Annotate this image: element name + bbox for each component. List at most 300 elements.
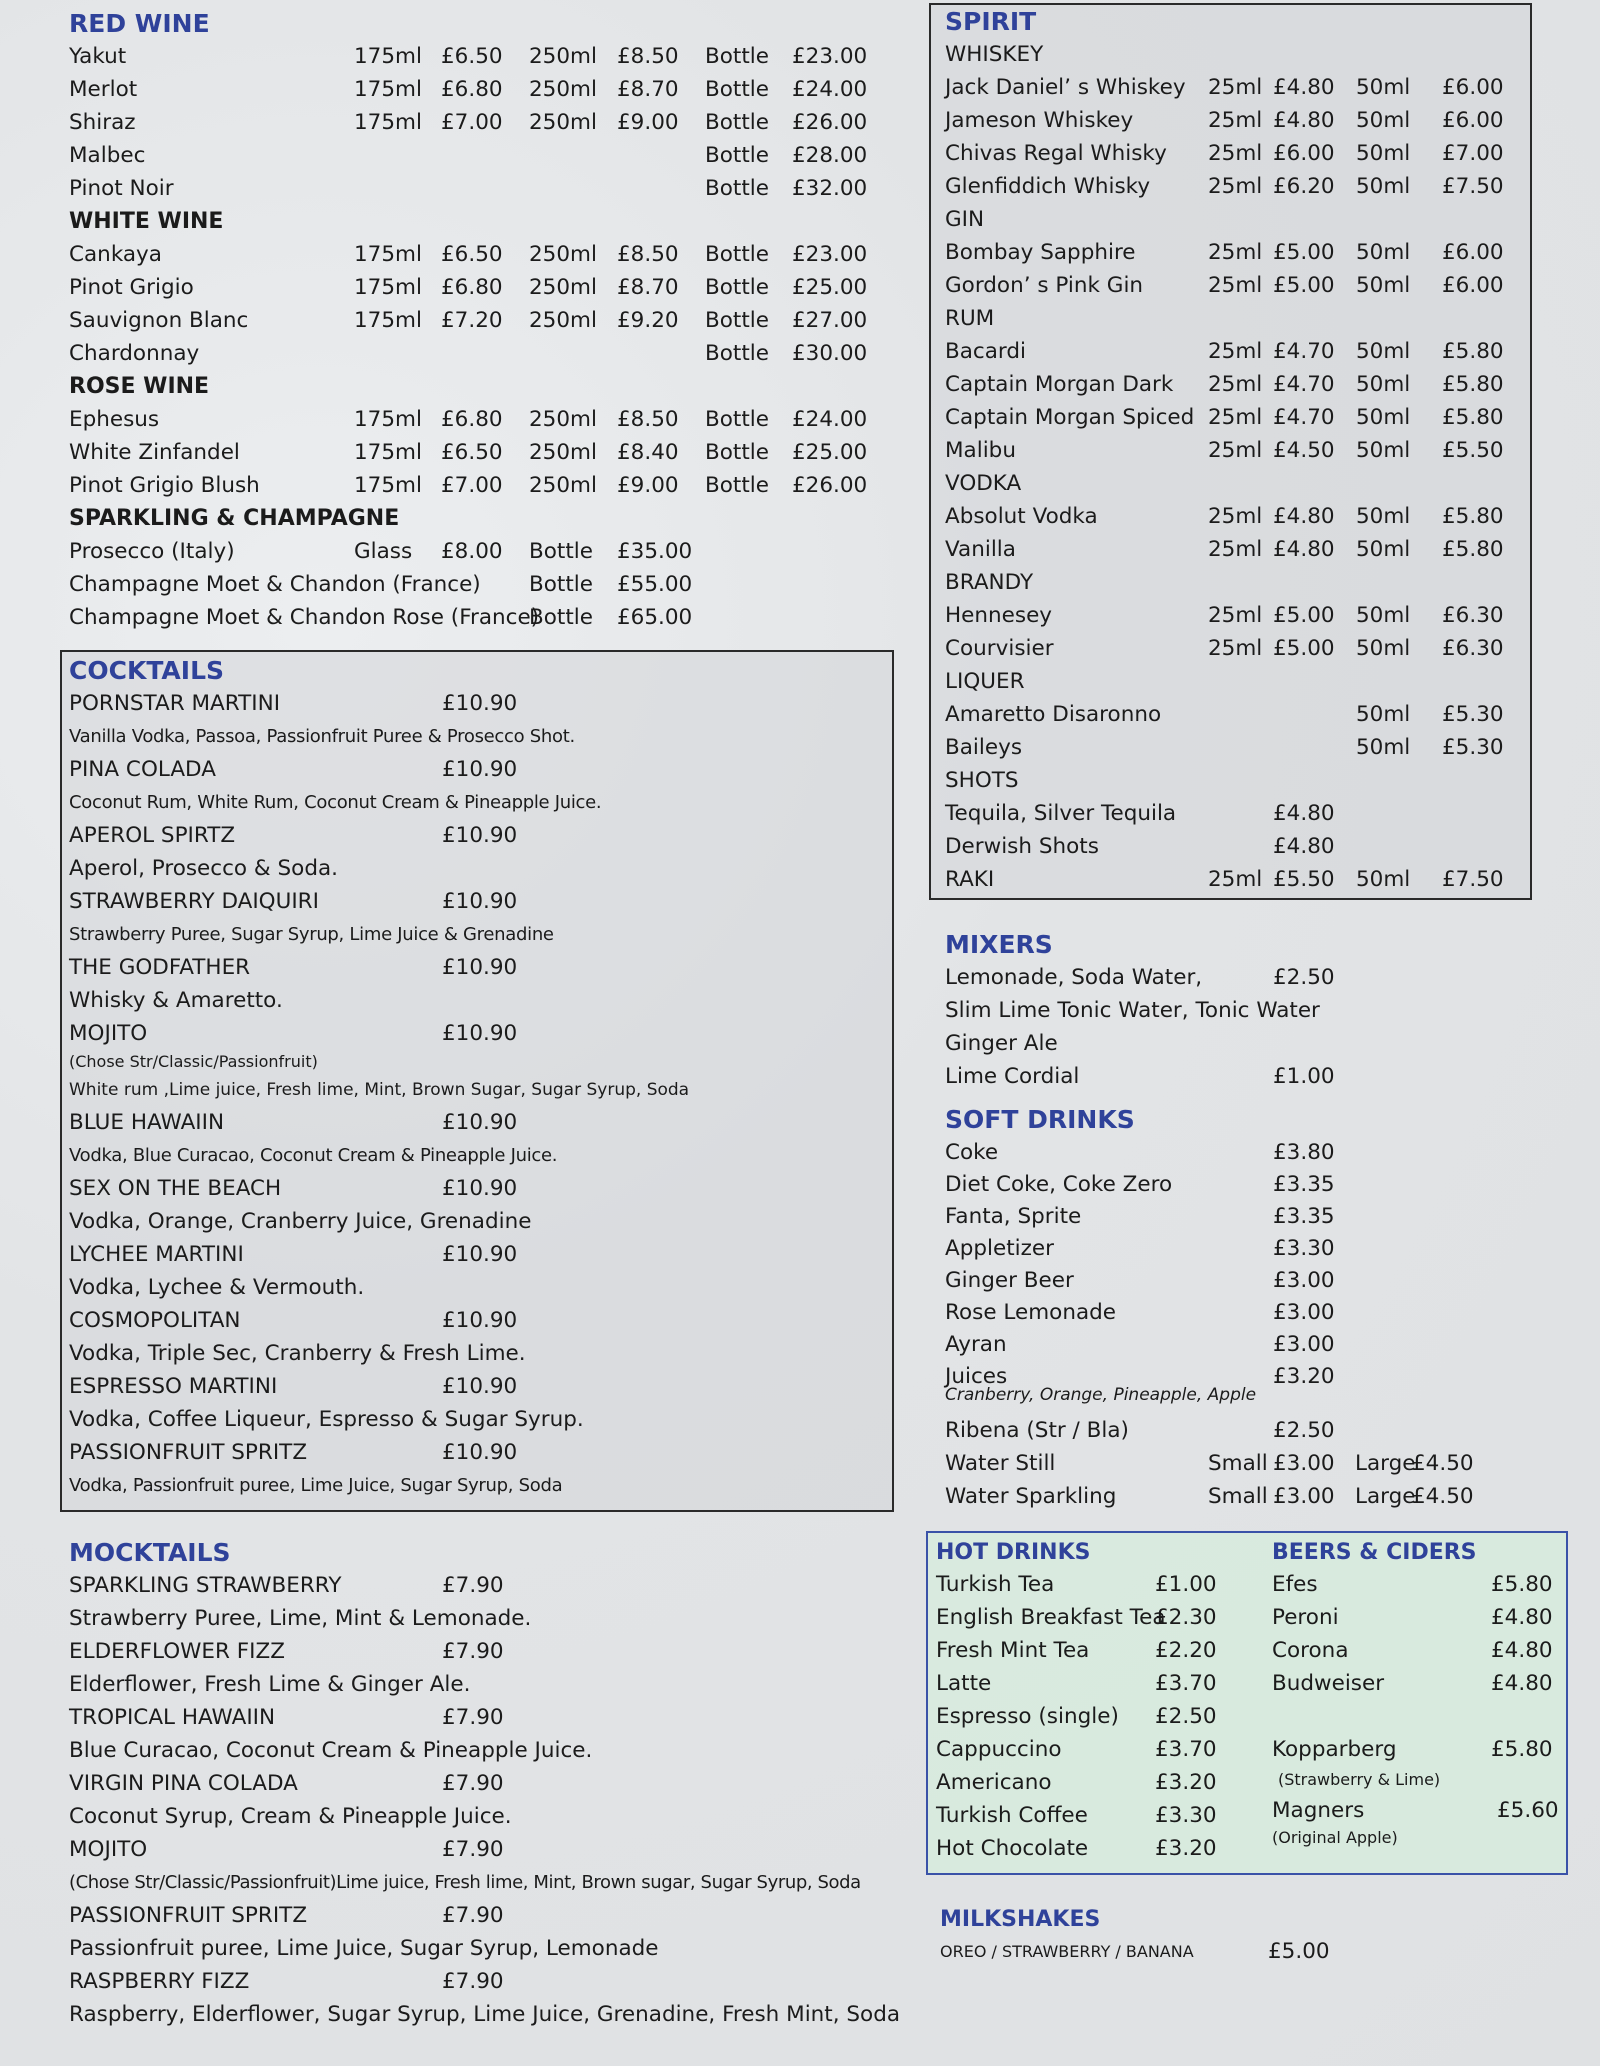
list-item [69,403,889,436]
item-price: £7.90 [442,1903,504,1928]
item-price: £9.00 [617,110,679,135]
item-name: Americano [936,1770,1052,1795]
beers-list [1272,1568,1562,1700]
item-price: £3.35 [1273,1204,1335,1229]
size-label: Bottle [705,77,769,102]
item-price: £10.90 [442,1021,518,1046]
spirit-heading: SPIRIT [945,7,1037,36]
list-item [69,1899,899,1932]
item-name: Peroni [1272,1605,1339,1630]
item-price: £4.80 [1491,1638,1553,1663]
item-price: £7.00 [1442,141,1504,166]
item-price: £6.00 [1442,75,1504,100]
size-label: 175ml [354,77,422,102]
item-name: Amaretto Disaronno [945,702,1162,727]
size-label: 250ml [529,44,597,69]
item-price: £4.70 [1273,405,1335,430]
item-price: £10.90 [442,1440,518,1465]
spirit-category: BRANDY [945,570,1034,595]
size-label: 250ml [529,473,597,498]
list-item [936,1832,1246,1865]
list-item [936,1568,1246,1601]
item-name: Jack Daniel’ s Whiskey [945,75,1186,100]
item-price: £3.20 [1273,1364,1335,1389]
list-item [936,1634,1246,1667]
size-label: Bottle [705,473,769,498]
item-description: White rum ,Lime juice, Fresh lime, Mint, Brown Sugar, Sugar Syrup, Soda [69,1080,690,1100]
item-price: £3.00 [1273,1300,1335,1325]
cocktails-section [69,655,879,1502]
item-price: £6.30 [1442,603,1504,628]
beers-heading: BEERS & CIDERS [1272,1540,1477,1565]
item-price: £3.00 [1273,1451,1335,1476]
item-name: APEROL SPIRTZ [69,823,236,848]
size-label: 25ml [1208,537,1263,562]
item-price: £6.80 [441,275,503,300]
size-label: Glass [354,539,413,564]
list-item [69,1017,879,1050]
beers-section [1272,1538,1562,1849]
list-item [69,1436,879,1469]
list-item [69,337,889,370]
mixers-section [945,929,1545,1093]
item-name: MOJITO [69,1021,148,1046]
size-label: Large [1355,1484,1416,1509]
item-price: £28.00 [792,143,868,168]
list-item [945,368,1525,401]
list-item [945,665,1525,698]
item-name: THE GODFATHER [69,955,251,980]
item-name: Derwish Shots [945,834,1099,859]
item-name: Kopparberg [1272,1737,1397,1762]
list-item [945,38,1525,71]
juices-note: Cranberry, Orange, Pineapple, Apple [945,1385,1257,1405]
item-name: Jameson Whiskey [945,108,1134,133]
item-price: £7.90 [442,1771,504,1796]
sparkling-list [69,535,889,634]
spirit-list [945,38,1525,896]
item-name: Slim Lime Tonic Water, Tonic Water [945,998,1320,1023]
spirit-category: GIN [945,207,985,232]
item-description: Vodka, Orange, Cranberry Juice, Grenadine [69,1209,532,1234]
item-price: £55.00 [617,572,693,597]
list-item [69,753,879,786]
size-label: Bottle [529,605,593,630]
item-name: Courvisier [945,636,1054,661]
item-name: MOJITO [69,1837,148,1862]
item-price: £5.80 [1491,1737,1553,1762]
list-item [69,819,879,852]
size-label: 50ml [1356,537,1411,562]
item-name: Malbec [69,143,146,168]
item-price: £10.90 [442,1308,518,1333]
item-price: £5.80 [1491,1572,1553,1597]
size-label: 50ml [1356,174,1411,199]
list-item [945,335,1525,368]
size-label: 175ml [354,440,422,465]
item-price: £4.80 [1273,801,1335,826]
size-label: 50ml [1356,75,1411,100]
size-label: 50ml [1356,141,1411,166]
item-price: £3.70 [1155,1737,1217,1762]
size-label: Bottle [705,110,769,135]
item-price: £6.50 [441,440,503,465]
list-item [945,1264,1545,1296]
size-label: Bottle [529,572,593,597]
list-item [945,500,1525,533]
item-description: Passionfruit puree, Lime Juice, Sugar Syrup, Lemonade [69,1936,659,1961]
item-name: Ginger Ale [945,1031,1058,1056]
item-name: OREO / STRAWBERRY / BANANA [940,1942,1194,1961]
size-label: 25ml [1208,339,1263,364]
size-label: Bottle [705,275,769,300]
item-name: Tequila, Silver Tequila [945,801,1177,826]
list-item [69,172,889,205]
item-name: Turkish Tea [936,1572,1055,1597]
item-price: £24.00 [792,77,868,102]
item-name: Absolut Vodka [945,504,1098,529]
item-name: Diet Coke, Coke Zero [945,1172,1173,1197]
list-item [945,434,1525,467]
item-name: Merlot [69,77,138,102]
item-name: RAKI [945,867,995,892]
sparkling-heading: SPARKLING & CHAMPAGNE [69,506,400,531]
item-price: £2.50 [1155,1704,1217,1729]
spirit-category: VODKA [945,471,1022,496]
item-price: £5.80 [1442,537,1504,562]
item-price: £35.00 [617,539,693,564]
item-price: £25.00 [792,275,868,300]
item-price: £10.90 [442,1242,518,1267]
item-price: £8.00 [441,539,503,564]
item-name: Pinot Grigio [69,275,194,300]
item-price: £5.50 [1442,438,1504,463]
size-label: 50ml [1356,372,1411,397]
list-item [945,236,1525,269]
list-item [945,170,1525,203]
list-item [1272,1667,1562,1700]
item-name: Ribena (Str / Bla) [945,1418,1129,1443]
red-wine-list [69,40,889,205]
size-label: 250ml [529,77,597,102]
item-name: Captain Morgan Dark [945,372,1174,397]
item-price: £8.70 [617,275,679,300]
spirit-category: LIQUER [945,669,1025,694]
rose-wine-list [69,403,889,502]
item-price: £5.00 [1273,273,1335,298]
item-price: £7.00 [441,110,503,135]
spirit-section [945,6,1525,896]
item-price: £23.00 [792,242,868,267]
list-item [945,533,1525,566]
list-item [945,1027,1545,1060]
size-label: Small [1208,1484,1268,1509]
item-description: Vodka, Blue Curacao, Coconut Cream & Pineapple Juice. [69,1145,558,1166]
list-item [1272,1794,1562,1827]
item-name: TROPICAL HAWAIIN [69,1705,276,1730]
size-label: Large [1355,1451,1416,1476]
list-item [945,104,1525,137]
list-item [945,632,1525,665]
item-name: SPARKLING STRAWBERRY [69,1573,342,1598]
item-price: £5.00 [1273,603,1335,628]
item-name: Pinot Grigio Blush [69,473,260,498]
item-price: £5.80 [1442,372,1504,397]
list-item [945,863,1525,896]
list-item [69,1304,879,1337]
cocktail-list [69,687,879,1502]
list-item [69,271,889,304]
item-description: (Chose Str/Classic/Passionfruit)Lime juice, Fresh lime, Mint, Brown sugar, Sugar Syrup, Soda [69,1872,861,1893]
item-price: £7.20 [441,308,503,333]
item-price: £8.50 [617,242,679,267]
size-label: 25ml [1208,141,1263,166]
item-price: £24.00 [792,407,868,432]
list-item [1272,1634,1562,1667]
size-label: 175ml [354,275,422,300]
milkshakes-section [940,1905,1540,1968]
item-name: Pinot Noir [69,176,174,201]
item-price: £5.50 [1273,867,1335,892]
item-name: Latte [936,1671,992,1696]
size-label: Bottle [705,407,769,432]
item-price: £10.90 [442,955,518,980]
item-name: Baileys [945,735,1023,760]
list-item [69,1701,899,1734]
item-price: £7.90 [442,1837,504,1862]
item-price: £8.70 [617,77,679,102]
size-label: 25ml [1208,405,1263,430]
item-name: ELDERFLOWER FIZZ [69,1639,285,1664]
item-name: PASSIONFRUIT SPRITZ [69,1440,308,1465]
list-item [69,885,879,918]
item-name: English Breakfast Tea [936,1605,1166,1630]
item-price: £4.50 [1412,1451,1474,1476]
item-price: £6.00 [1442,273,1504,298]
size-label: 250ml [529,110,597,135]
item-price: £5.00 [1273,636,1335,661]
item-price: £10.90 [442,1374,518,1399]
list-item [936,1799,1246,1832]
list-item [945,961,1545,994]
list-item [945,1296,1545,1328]
item-price: £4.70 [1273,339,1335,364]
size-label: 25ml [1208,372,1263,397]
list-item [69,40,889,73]
item-price: £23.00 [792,44,868,69]
soft-drinks-list [945,1136,1545,1392]
item-name: ESPRESSO MARTINI [69,1374,278,1399]
item-price: £30.00 [792,341,868,366]
item-price: £5.80 [1442,405,1504,430]
list-item [945,1200,1545,1232]
size-label: 250ml [529,308,597,333]
item-description: Coconut Rum, White Rum, Coconut Cream & Pineapple Juice. [69,792,602,813]
item-name: Ayran [945,1332,1007,1357]
size-label: 50ml [1356,504,1411,529]
size-label: 50ml [1356,603,1411,628]
list-item [69,535,889,568]
size-label: 175ml [354,473,422,498]
kopparberg-note: (Strawberry & Lime) [1278,1770,1441,1789]
item-price: £4.80 [1273,834,1335,859]
item-price: £8.40 [617,440,679,465]
item-name: Gordon’ s Pink Gin [945,273,1144,298]
item-price: £10.90 [442,1176,518,1201]
item-price: £4.80 [1491,1605,1553,1630]
list-item [945,1328,1545,1360]
item-price: £3.00 [1273,1332,1335,1357]
red-wine-heading: RED WINE [69,9,210,38]
mocktail-list [69,1569,899,2031]
item-name: PINA COLADA [69,757,216,782]
item-price: £10.90 [442,823,518,848]
item-name: Hot Chocolate [936,1836,1089,1861]
item-name: LYCHEE MARTINI [69,1242,244,1267]
size-label: Bottle [705,440,769,465]
item-price: £4.80 [1273,75,1335,100]
list-item [945,269,1525,302]
list-item [945,467,1525,500]
item-price: £3.35 [1273,1172,1335,1197]
spirit-category: WHISKEY [945,42,1044,67]
item-price: £6.50 [441,44,503,69]
item-price: £65.00 [617,605,693,630]
list-item [945,203,1525,236]
item-name: Water Sparkling [945,1484,1117,1509]
size-label: Small [1208,1451,1268,1476]
mocktails-heading: MOCKTAILS [69,1538,231,1567]
list-item [69,238,889,271]
item-name: PASSIONFRUIT SPRITZ [69,1903,308,1928]
list-item [945,797,1525,830]
list-item [69,1370,879,1403]
list-item [69,469,889,502]
white-wine-list [69,238,889,370]
item-description: Raspberry, Elderflower, Sugar Syrup, Lime Juice, Grenadine, Fresh Mint, Soda [69,2002,901,2027]
item-name: Captain Morgan Spiced [945,405,1195,430]
size-label: Bottle [705,242,769,267]
item-price: £2.50 [1273,1418,1335,1443]
item-price: £6.00 [1273,141,1335,166]
item-price: £7.90 [442,1639,504,1664]
size-label: 50ml [1356,636,1411,661]
list-item [945,71,1525,104]
size-label: 175ml [354,44,422,69]
item-name: SEX ON THE BEACH [69,1176,282,1201]
item-price: £8.50 [617,407,679,432]
item-description: Strawberry Puree, Sugar Syrup, Lime Juice & Grenadine [69,924,554,945]
list-item [945,302,1525,335]
list-item [936,1766,1246,1799]
list-item [945,1136,1545,1168]
list-item [945,1232,1545,1264]
list-item [69,951,879,984]
list-item [69,436,889,469]
size-label: 25ml [1208,636,1263,661]
size-label: Bottle [705,44,769,69]
size-label: 25ml [1208,603,1263,628]
size-label: 50ml [1356,438,1411,463]
list-item [945,566,1525,599]
list-item [945,1060,1545,1093]
item-price: £26.00 [792,473,868,498]
list-item [945,401,1525,434]
item-description: Blue Curacao, Coconut Cream & Pineapple Juice. [69,1738,593,1763]
size-label: 25ml [1208,108,1263,133]
item-price: £4.80 [1273,504,1335,529]
item-name: Ephesus [69,407,160,432]
size-label: 25ml [1208,174,1263,199]
list-item [945,1168,1545,1200]
item-price: £10.90 [442,1110,518,1135]
item-price: £7.50 [1442,867,1504,892]
item-price: £7.00 [441,473,503,498]
item-price: £9.20 [617,308,679,333]
item-price: £4.80 [1273,537,1335,562]
item-name: Turkish Coffee [936,1803,1088,1828]
item-price: £6.20 [1273,174,1335,199]
list-item [945,698,1525,731]
item-name: Fresh Mint Tea [936,1638,1090,1663]
item-name: Cankaya [69,242,162,267]
size-label: 50ml [1356,240,1411,265]
size-label: 175ml [354,242,422,267]
magners-note: (Original Apple) [1272,1828,1398,1847]
list-item [69,1767,899,1800]
item-name: Chivas Regal Whisky [945,141,1167,166]
item-note: (Chose Str/Classic/Passionfruit) [69,1052,318,1071]
item-price: £5.60 [1497,1798,1559,1823]
item-price: £7.50 [1442,174,1504,199]
item-price: £25.00 [792,440,868,465]
size-label: 250ml [529,407,597,432]
item-price: £32.00 [792,176,868,201]
list-item [69,1172,879,1205]
item-price: £8.50 [617,44,679,69]
item-name: White Zinfandel [69,440,240,465]
item-name: Appletizer [945,1236,1054,1261]
item-price: £7.90 [442,1573,504,1598]
item-price: £5.30 [1442,735,1504,760]
list-item [945,1480,1545,1513]
item-price: £6.80 [441,77,503,102]
list-item [69,1106,879,1139]
list-item [1272,1568,1562,1601]
list-item [1272,1601,1562,1634]
item-name: Budweiser [1272,1671,1385,1696]
spirit-category: RUM [945,306,995,331]
size-label: Bottle [705,308,769,333]
item-price: £27.00 [792,308,868,333]
size-label: 250ml [529,440,597,465]
item-description: Coconut Syrup, Cream & Pineapple Juice. [69,1804,512,1829]
soft-drinks-heading: SOFT DRINKS [945,1105,1135,1134]
item-price: £3.00 [1273,1484,1335,1509]
item-name: Champagne Moet & Chandon Rose (France) [69,605,540,630]
item-name: Cappuccino [936,1737,1062,1762]
item-name: Juices [945,1364,1008,1389]
wine-section [69,8,889,634]
size-label: 50ml [1356,339,1411,364]
item-price: £6.50 [441,242,503,267]
size-label: 25ml [1208,504,1263,529]
list-item [945,1414,1545,1447]
list-item [936,1601,1246,1634]
list-item [945,764,1525,797]
item-price: £4.50 [1412,1484,1474,1509]
list-item [945,994,1545,1027]
